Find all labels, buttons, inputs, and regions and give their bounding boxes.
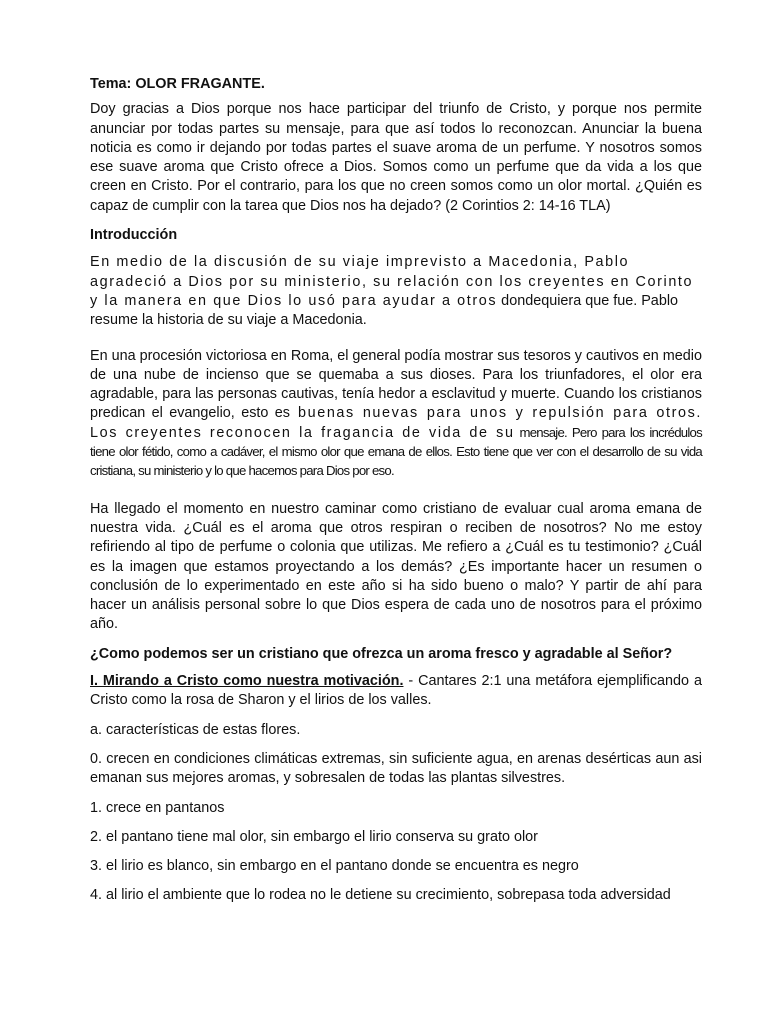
intro-paragraph-2-text: En una procesión victoriosa en Roma, el general podía mostrar sus tesoros y cautivos en medio de una nube de incienso que se quemaba a sus dioses. Para los triunfadores, el olor era agradable, para las personas cautivas, tenía hedor a esclavitud y muerte. Cuando los cristianos predican el evangelio, esto es <box>90 347 702 422</box>
list-item-3: 3. el lirio es blanco, sin embargo en el pantano donde se encuentra es negro <box>90 858 579 875</box>
list-item-0: 0. crecen en condiciones climáticas extremas, sin suficiente agua, en arenas desérticas aun asi emanan sus mejores aromas, y sobresalen de todas las plantas silvestres. <box>90 750 702 787</box>
list-item-1: 1. crece en pantanos <box>90 799 225 816</box>
intro-paragraph-1-spaced-text: En medio de la discusión de su viaje imprevisto a Macedonia, Pablo agradeció a Dios por su ministerio, su relación con los creyentes en Corinto y la manera en que Dios lo usó para ayudar a otros <box>90 254 694 309</box>
list-item-4: 4. al lirio el ambiente que lo rodea no le detiene su crecimiento, sobrepasa toda adversidad <box>90 887 671 904</box>
document-title: Tema: OLOR FRAGANTE. <box>90 76 265 92</box>
point-1-title: I. Mirando a Cristo como nuestra motivación. <box>90 673 404 690</box>
intro-paragraph-2 <box>90 347 702 482</box>
main-question: ¿Como podemos ser un cristiano que ofrezca un aroma fresco y agradable al Señor? <box>90 645 673 662</box>
subpoint-a: a. características de estas flores. <box>90 721 301 738</box>
list-item-2: 2. el pantano tiene mal olor, sin embargo el lirio conserva su grato olor <box>90 828 538 845</box>
intro-paragraph-2-spaced-text: buenas nuevas para unos y repulsión para otros. Los creyentes reconocen la fragancia de vida de su <box>90 405 703 441</box>
intro-paragraph-3: Ha llegado el momento en nuestro caminar como cristiano de evaluar cual aroma emana de nuestra vida. ¿Cuál es el aroma que otros respiran o reciben de nosotros? No me estoy refiriendo al tipo de perfume o colonia que utilizas. Me refiero a ¿Cuál es tu testimonio? ¿Cuál es la imagen que estamos proyectando a los demás? ¿Es importante hacer un resumen o conclusión de lo experimentado en este año si ha sido bueno o malo? Y partir de ahí para hacer un análisis personal sobre lo que Dios espera de cada uno de nosotros para el próximo año. <box>90 500 702 633</box>
intro-paragraph-1-text: dondequiera que fue. Pablo resume la historia de su viaje a Macedonia. <box>90 292 679 329</box>
scripture-paragraph: Doy gracias a Dios porque nos hace participar del triunfo de Cristo, y porque nos permite anunciar por todas partes su mensaje, para que así todos lo reconozcan. Anunciar la buena noticia es como ir dejando por todas partes el suave aroma de un perfume. Y nosotros somos ese suave aroma que Cristo ofrece a Dios. Somos como un perfume que da vida a los que creen en Cristo. Por el contrario, para los que no creen somos como un olor mortal. ¿Quién es capaz de cumplir con la tarea que Dios nos ha dejado? (2 Corintios 2: 14-16 TLA) <box>90 101 702 214</box>
point-1-text: - Cantares 2:1 una metáfora ejemplificando a Cristo como la rosa de Sharon y el lirios de los valles. <box>90 673 702 709</box>
point-1 <box>90 672 702 711</box>
intro-paragraph-1 <box>90 253 702 330</box>
section-heading: Introducción <box>90 227 178 244</box>
intro-paragraph-2-condensed-text: mensaje. Pero para los incrédulos tiene olor fétido, como a cadáver, el mismo olor que emana de ellos. Esto tiene que ver con el desarrollo de su vida cristiana, su ministerio y lo que hacemos para Dios por eso. <box>90 424 702 479</box>
